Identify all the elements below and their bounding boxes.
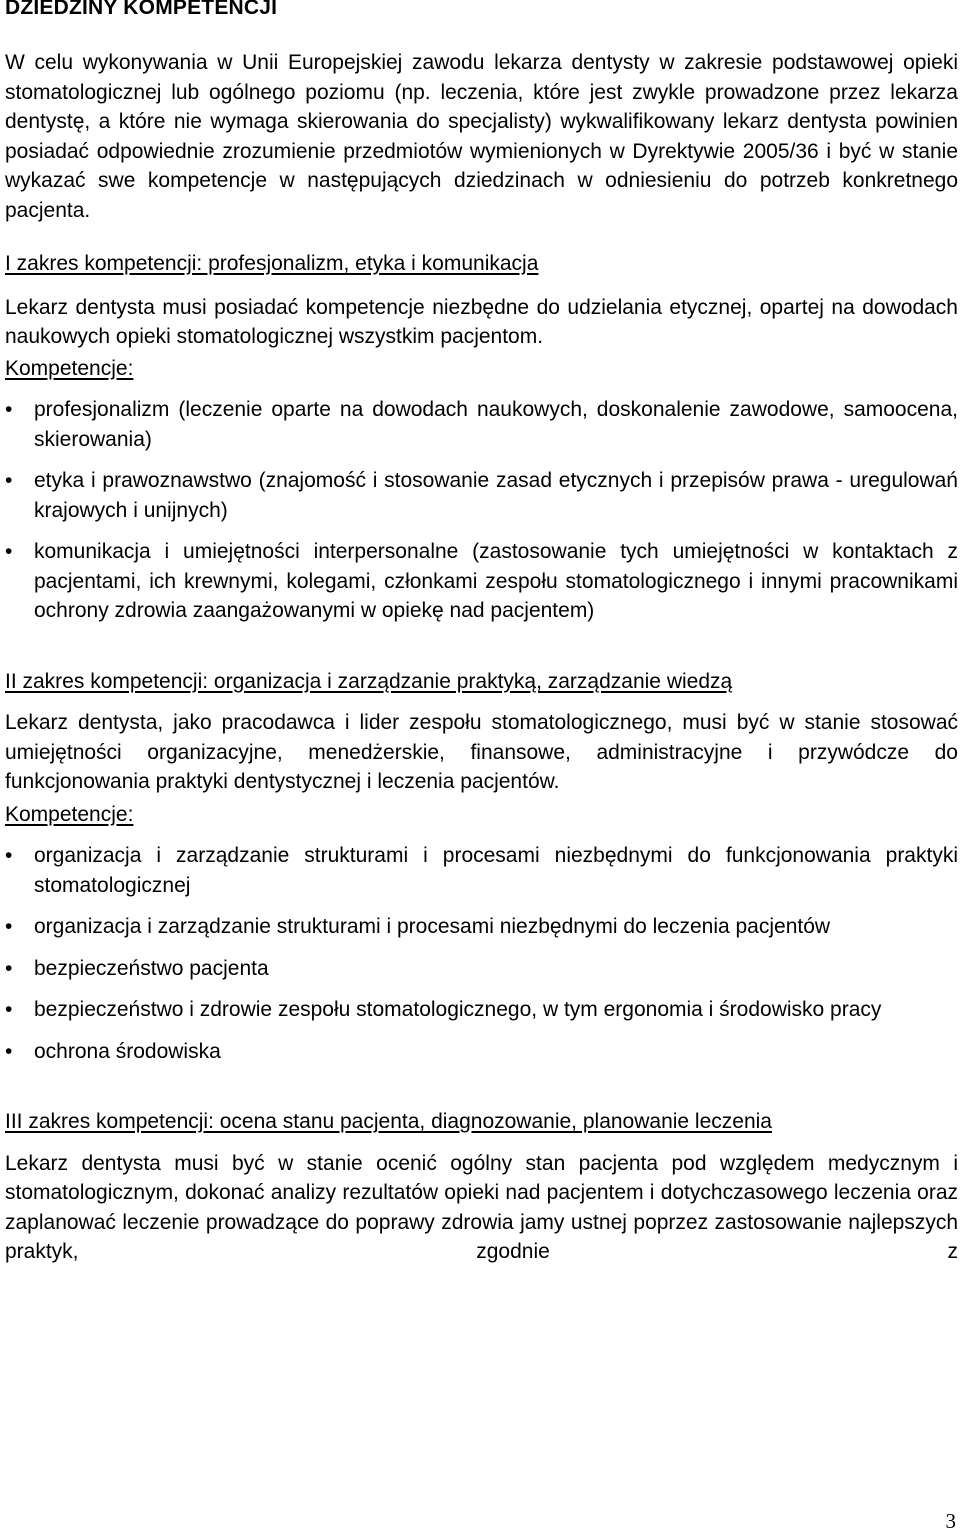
section-2-list	[5, 841, 958, 1066]
list-item-text: organizacja i zarządzanie strukturami i procesami niezbędnymi do funkcjonowania praktyki stomatologicznej	[34, 844, 958, 897]
section-2-competences-label: Kompetencje:	[5, 802, 134, 826]
list-item-text: organizacja i zarządzanie strukturami i procesami niezbędnymi do leczenia pacjentów	[34, 915, 831, 938]
section-2-description: Lekarz dentysta, jako pracodawca i lider zespołu stomatologicznego, musi być w stanie stosować umiejętności organizacyjne, menedżerskie, finansowe, administracyjne i przywódcze do funkcjonowania praktyki dentystycznej i leczenia pacjentów.	[5, 711, 958, 793]
intro-paragraph: W celu wykonywania w Unii Europejskiej zawodu lekarza dentysty w zakresie podstawowej opieki stomatologicznej lub ogólnego poziomu (np. leczenia, które jest zwykle prowadzone przez lekarza dentystę, a które nie wymaga skierowania do specjalisty) wykwalifikowany lekarz dentysta powinien posiadać odpowiednie zrozumienie przedmiotów wymienionych w Dyrektywie 2005/36 i być w stanie wykazać swe kompetencje w następujących dziedzinach w odniesieniu do potrzeb konkretnego pacjenta.	[5, 51, 958, 222]
bullet-icon: •	[5, 844, 13, 867]
list-item	[5, 1037, 958, 1067]
section-3	[5, 1107, 958, 1267]
bullet-icon: •	[5, 998, 13, 1021]
bullet-icon: •	[5, 915, 13, 938]
list-item	[5, 537, 958, 626]
list-item-text: komunikacja i umiejętności interpersonalne (zastosowanie tych umiejętności w kontaktach z pacjentami, ich krewnymi, kolegami, członkami zespołu stomatologicznego i innymi pracownikami ochrony zdrowia zaangażowanymi w opiekę nad pacjentem)	[34, 540, 958, 622]
list-item	[5, 995, 958, 1025]
section-2	[5, 667, 958, 1067]
list-item-text: ochrona środowiska	[34, 1039, 221, 1063]
section-1-competences-label: Kompetencje:	[5, 356, 134, 380]
list-item-text: bezpieczeństwo pacjenta	[34, 956, 269, 980]
document-page	[5, 0, 958, 1267]
page-number: 3	[945, 1509, 956, 1533]
bullet-icon: •	[5, 469, 13, 492]
section-1-description: Lekarz dentysta musi posiadać kompetencje niezbędne do udzielania etycznej, opartej na dowodach naukowych opieki stomatologicznej wszystkim pacjentom.	[5, 295, 958, 348]
list-item	[5, 395, 958, 454]
section-2-title: II zakres kompetencji: organizacja i zarządzanie praktyką, zarządzanie wiedzą	[5, 669, 733, 693]
list-item-text: bezpieczeństwo i zdrowie zespołu stomatologicznego, w tym ergonomia i środowisko pracy	[34, 998, 882, 1021]
list-item	[5, 466, 958, 525]
list-item	[5, 912, 958, 942]
section-3-description: Lekarz dentysta musi być w stanie ocenić ogólny stan pacjenta pod względem medycznym i stomatologicznym, dokonać analizy rezultatów opieki nad pacjentem i dotychczasowego leczenia oraz zaplanować leczenie prowadzące do poprawy zdrowia jamy ustnej poprzez zastosowanie najlepszych praktyk, zgodnie z	[5, 1151, 958, 1263]
list-item-text: etyka i prawoznawstwo (znajomość i stosowanie zasad etycznych i przepisów prawa - uregulowań krajowych i unijnych)	[34, 469, 958, 522]
bullet-icon: •	[5, 540, 13, 563]
list-item-text: profesjonalizm (leczenie oparte na dowodach naukowych, doskonalenie zawodowe, samoocena, skierowania)	[34, 398, 958, 451]
section-1	[5, 249, 958, 626]
list-item	[5, 954, 958, 984]
bullet-icon: •	[5, 956, 13, 980]
section-1-list	[5, 395, 958, 626]
bullet-icon: •	[5, 398, 13, 421]
bullet-icon: •	[5, 1039, 13, 1063]
section-1-title: I zakres kompetencji: profesjonalizm, etyka i komunikacja	[5, 252, 539, 275]
section-3-title: III zakres kompetencji: ocena stanu pacjenta, diagnozowanie, planowanie leczenia	[5, 1110, 772, 1133]
list-item	[5, 841, 958, 900]
document-heading: DZIEDZINY KOMPETENCJI	[5, 0, 278, 19]
